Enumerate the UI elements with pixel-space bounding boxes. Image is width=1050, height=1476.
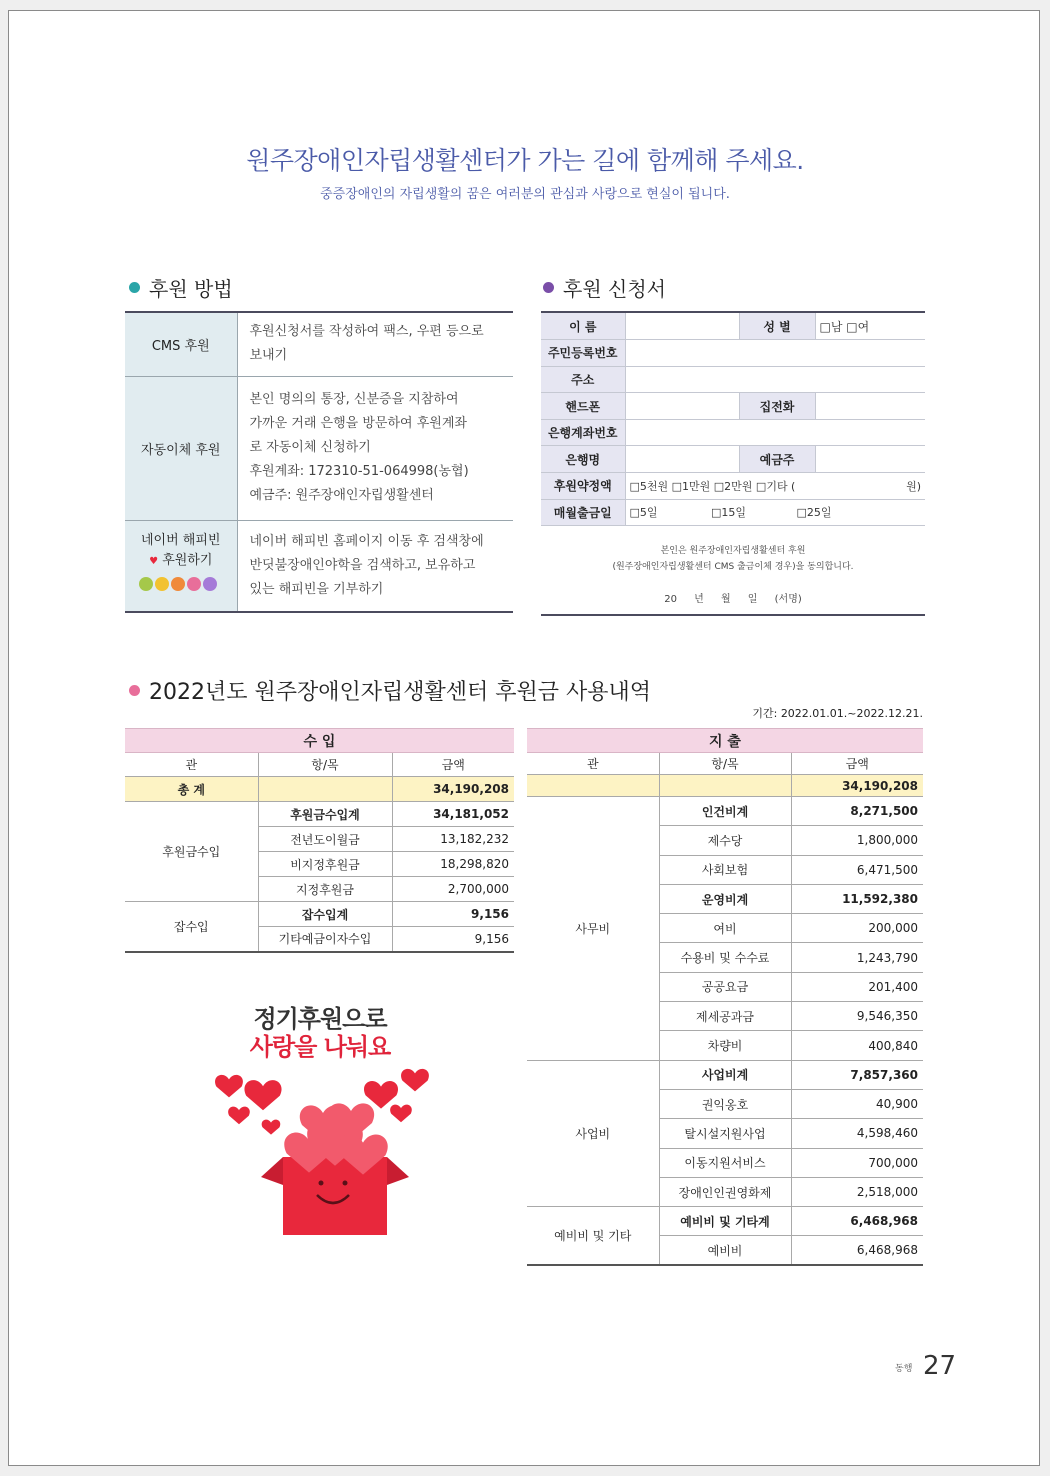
- table-row: 여비 200,000: [527, 914, 923, 943]
- pink-dot-icon: [129, 685, 140, 696]
- table-row: 수용비 및 수수료 1,243,790: [527, 943, 923, 972]
- method-row-happybean: [125, 520, 513, 612]
- table-row: 장애인인권영화제 2,518,000: [527, 1177, 923, 1206]
- footer-label: 동행: [895, 1364, 913, 1374]
- bank-label: 은행명: [541, 446, 625, 473]
- page-number: 27: [923, 1351, 957, 1381]
- promo-line1: 정기후원으로: [253, 1005, 387, 1033]
- application-grid: [541, 313, 925, 526]
- table-row: 사업비 사업비계 7,857,360: [527, 1060, 923, 1089]
- method-desc: 본인 명의의 통장, 신분증을 지참하여 가까운 거래 은행을 방문하여 후원계좌 로 자동이체 신청하기 후원계좌: 172310-51-064998(농협) 예금주: 원주장애인자립생활센터: [237, 376, 513, 520]
- method-label: 네이버 해피빈 ♥ 후원하기: [125, 520, 237, 612]
- form-section-title: [543, 273, 666, 302]
- form-row-name: [541, 313, 925, 340]
- form-row-phone: [541, 393, 925, 420]
- form-row-resident-id: [541, 340, 925, 367]
- column-header-row: 관 항/목 금액: [125, 753, 514, 777]
- form-row-bank: [541, 446, 925, 473]
- mobile-field[interactable]: [625, 393, 739, 420]
- table-row: 후원금수입 후원금수입계 34,181,052: [125, 802, 514, 827]
- heart-icon: ♥: [149, 555, 159, 567]
- table-row: 공공요금 201,400: [527, 972, 923, 1001]
- resident-id-field[interactable]: [625, 340, 925, 367]
- address-field[interactable]: [625, 366, 925, 393]
- expense-header: 지 출: [527, 729, 923, 753]
- bank-field[interactable]: [625, 446, 739, 473]
- method-desc: 네이버 해피빈 홈페이지 이동 후 검색창에 반딧불장애인야학을 검색하고, 보유하고 있는 해피빈을 기부하기: [237, 520, 513, 612]
- method-label: CMS 후원: [125, 312, 237, 376]
- table-row: 예비비 및 기타 예비비 및 기타계 6,468,968: [527, 1207, 923, 1236]
- table-row: 권익옹호 40,900: [527, 1089, 923, 1118]
- donation-application-form: [541, 311, 925, 616]
- gender-label: 성 별: [739, 313, 815, 340]
- period-label: 기간: 2022.01.01.~2022.12.21.: [752, 707, 923, 720]
- home-phone-label: 집전화: [739, 393, 815, 420]
- column-header-row: 관 항/목 금액: [527, 753, 923, 775]
- method-section-title: [129, 273, 233, 302]
- table-row: 비지정후원금 18,298,820: [125, 852, 514, 877]
- name-field[interactable]: [625, 313, 739, 340]
- withdraw-options[interactable]: □5일 □15일 □25일: [625, 499, 925, 526]
- consent-text: 본인은 원주장애인자립생활센터 후원: [660, 546, 806, 556]
- holder-label: 예금주: [739, 446, 815, 473]
- table-row: 운영비계 11,592,380: [527, 884, 923, 913]
- signature-line: 20 년 월 일 (서명): [664, 594, 802, 605]
- name-label: 이 름: [541, 313, 625, 340]
- form-title-text: 후원 신청서: [563, 277, 666, 301]
- mobile-label: 핸드폰: [541, 393, 625, 420]
- account-field[interactable]: [625, 419, 925, 446]
- table-row: 제세공과금 9,546,350: [527, 1002, 923, 1031]
- page-subtitle: 중증장애인의 자립생활의 꿈은 여러분의 관심과 사랑으로 현실이 됩니다.: [320, 187, 730, 202]
- address-label: 주소: [541, 366, 625, 393]
- method-desc: 후원신청서를 작성하여 팩스, 우편 등으로 보내기: [237, 312, 513, 376]
- table-row: 사회보험 6,471,500: [527, 855, 923, 884]
- pledge-label: 후원약정액: [541, 473, 625, 500]
- method-label: 자동이체 후원: [125, 376, 237, 520]
- table-row: 차량비 400,840: [527, 1031, 923, 1060]
- happybean-characters-icon: [136, 572, 226, 594]
- table-row: 이동지원서비스 700,000: [527, 1148, 923, 1177]
- withdraw-label: 매월출금일: [541, 499, 625, 526]
- teal-dot-icon: [129, 282, 140, 293]
- form-row-pledge: [541, 473, 925, 500]
- heart-gift-box-icon: [205, 1061, 445, 1237]
- table-row: 지정후원금 2,700,000: [125, 877, 514, 902]
- income-table: [125, 728, 514, 953]
- pledge-options[interactable]: □5천원 □1만원 □2만원 □기타 ( 원): [625, 473, 925, 500]
- finance-section-title: [129, 675, 651, 706]
- table-row: 기타예금이자수입 9,156: [125, 927, 514, 952]
- form-row-account: [541, 419, 925, 446]
- form-row-address: [541, 366, 925, 393]
- income-header: 수 입: [125, 729, 514, 753]
- table-row: 예비비 6,468,968: [527, 1236, 923, 1265]
- page-title: 원주장애인자립생활센터가 가는 길에 함께해 주세요.: [246, 146, 804, 175]
- method-row-autotransfer: [125, 376, 513, 520]
- method-title-text: 후원 방법: [149, 277, 233, 301]
- gender-options[interactable]: □남 □여: [815, 313, 925, 340]
- total-row: 34,190,208: [527, 775, 923, 797]
- form-row-withdraw: [541, 499, 925, 526]
- table-row: 사무비 인건비계 8,271,500: [527, 797, 923, 826]
- donation-method-table: [125, 311, 513, 613]
- table-row: 제수당 1,800,000: [527, 826, 923, 855]
- table-row: 탈시설지원사업 4,598,460: [527, 1119, 923, 1148]
- finance-title-text: 2022년도 원주장애인자립생활센터 후원금 사용내역: [149, 680, 652, 705]
- consent-text: (원주장애인자립생활센터 CMS 출금이체 경우)을 동의합니다.: [612, 562, 854, 572]
- expense-table: [527, 728, 923, 1266]
- resident-id-label: 주민등록번호: [541, 340, 625, 367]
- account-label: 은행계좌번호: [541, 419, 625, 446]
- purple-dot-icon: [543, 282, 554, 293]
- total-row: 총 계 34,190,208: [125, 777, 514, 802]
- holder-field[interactable]: [815, 446, 925, 473]
- table-row: 전년도이월금 13,182,232: [125, 827, 514, 852]
- table-row: 잡수입 잡수입계 9,156: [125, 902, 514, 927]
- page: [8, 10, 1040, 1466]
- home-phone-field[interactable]: [815, 393, 925, 420]
- method-row-cms: [125, 312, 513, 376]
- promo-line2: 사랑을 나눠요: [249, 1033, 391, 1061]
